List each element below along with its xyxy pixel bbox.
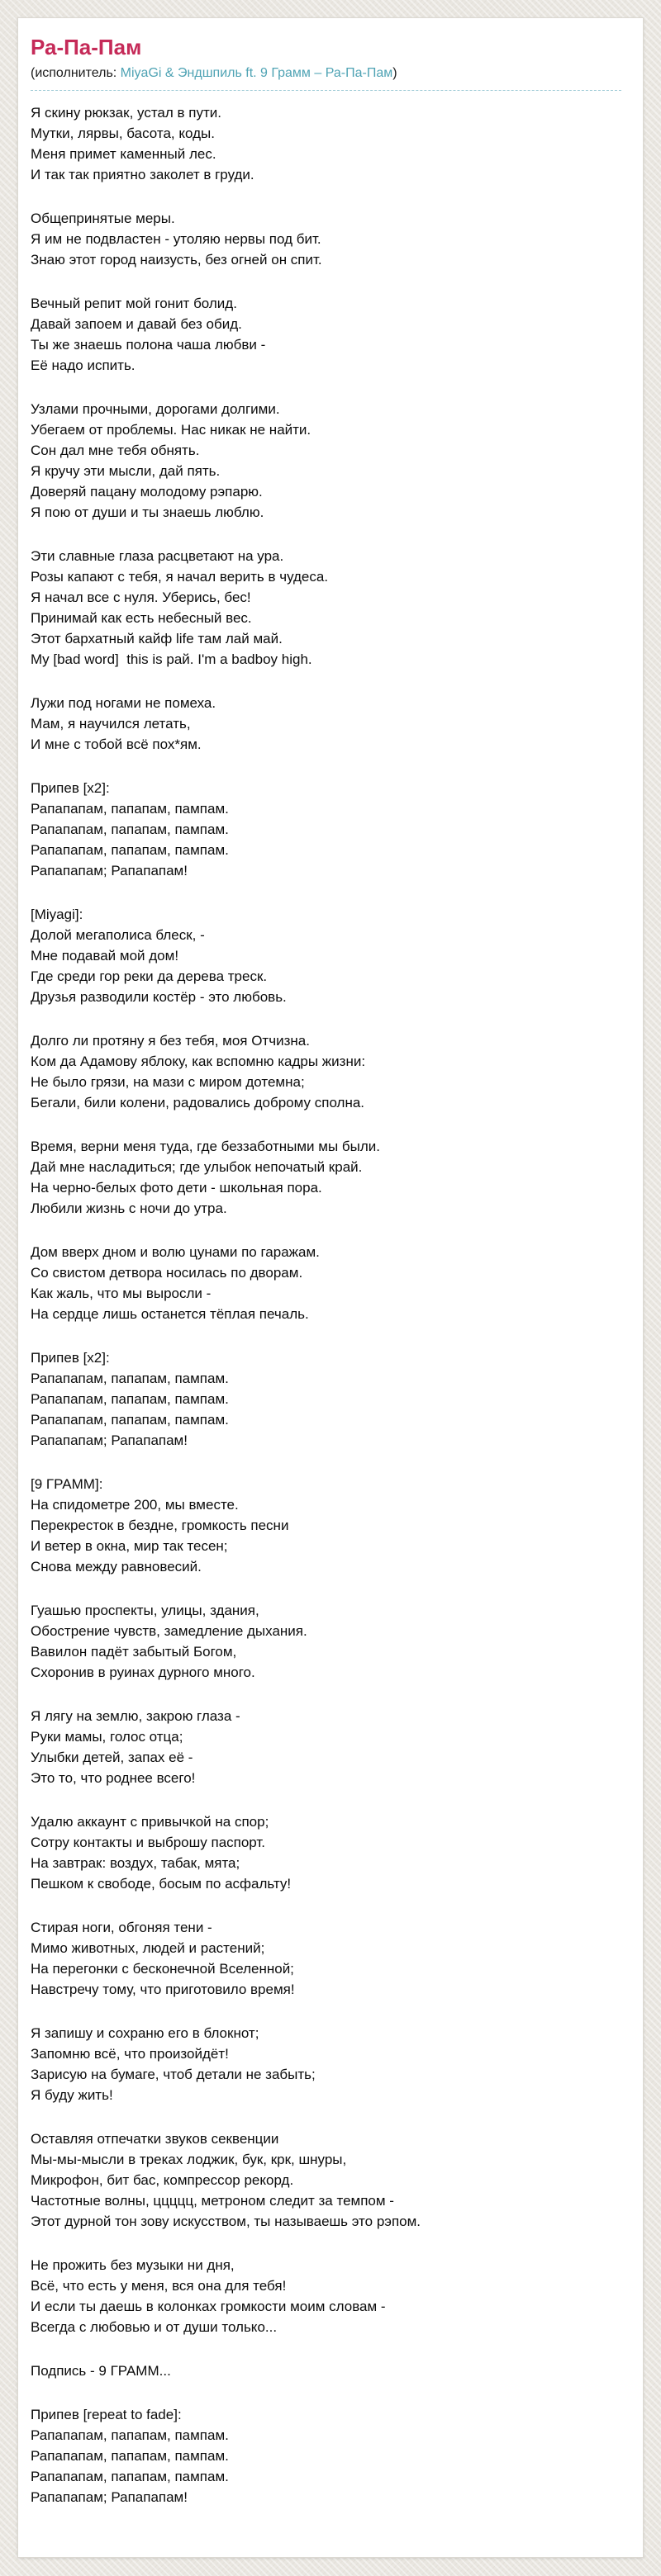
lyrics-line: Общепринятые меры. [31,211,175,226]
lyrics-line: Не было грязи, на мази с миром дотемна; [31,1074,305,1090]
lyrics-line: Меня примет каменный лес. [31,146,216,162]
stanza [31,1811,621,1894]
lyrics-line: Мне подавай мой дом! [31,948,179,964]
lyrics-line: Время, верни меня туда, где беззаботными мы были. [31,1139,380,1154]
stanza [31,1030,621,1113]
lyrics-line: Я скину рюкзак, устал в пути. [31,105,221,121]
lyrics-line: Руки мамы, голос отца; [31,1729,183,1745]
lyrics-line: Всегда с любовью и от души только... [31,2319,278,2335]
lyrics-line: [9 ГРАММ]: [31,1476,103,1492]
lyrics-line: На черно-белых фото дети - школьная пора. [31,1180,322,1196]
stanza [31,1347,621,1451]
lyrics-line: Я буду жить! [31,2087,113,2103]
lyrics-line: Вечный репит мой гонит болид. [31,296,237,311]
lyrics-line: Дай мне насладиться; где улыбок непочатый край. [31,1159,363,1175]
stanza [31,2023,621,2105]
lyrics-line: Частотные волны, ццццц, метроном следит за темпом - [31,2193,394,2209]
stanza [31,208,621,270]
artist-label-prefix: (исполнитель: [31,66,121,80]
stanza [31,1242,621,1324]
lyrics-line: Ты же знаешь полона чаша любви - [31,337,266,353]
lyrics-line: Я начал все с нуля. Уберись, бес! [31,590,251,605]
lyrics-line: Розы капают с тебя, я начал верить в чудеса. [31,569,329,585]
page-title: Ра-Па-Пам [31,35,142,59]
lyrics-line: Снова между равновесий. [31,1559,202,1574]
lyrics-line: Рапапапам, папапам, пампам. [31,1412,229,1428]
lyrics-line: На перегонки с бесконечной Вселенной; [31,1961,294,1977]
stanza [31,2404,621,2507]
stanza [31,904,621,1007]
lyrics-line: Мам, я научился летать, [31,716,191,732]
lyrics-line: Со свистом детвора носилась по дворам. [31,1265,303,1281]
lyrics-line: Любили жизнь с ночи до утра. [31,1200,227,1216]
stanza [31,102,621,185]
lyrics-line: Я лягу на землю, закрою глаза - [31,1708,240,1724]
lyrics-line: Микрофон, бит бас, компрессор рекорд. [31,2172,294,2188]
lyrics-line: Доверяй пацану молодому рэпарю. [31,484,263,500]
lyrics-line: Знаю этот город наизусть, без огней он спит. [31,252,322,268]
lyrics-line: Рапапапам, папапам, пампам. [31,2448,229,2464]
lyrics-line: Мимо животных, людей и растений; [31,1940,265,1956]
lyrics-line: Сотру контакты и выброшу паспорт. [31,1835,266,1850]
stanza [31,1136,621,1219]
lyrics-line: Перекресток в бездне, громкость песни [31,1518,289,1533]
stanza [31,1474,621,1577]
artist-label-suffix: ) [392,66,397,80]
lyrics-line: На сердце лишь останется тёплая печаль. [31,1306,309,1322]
lyrics-line: Припев [x2]: [31,1350,110,1366]
artist-link[interactable]: MiyaGi & Эндшпиль ft. 9 Грамм – Ра-Па-Пам [120,66,393,80]
stanza [31,1600,621,1683]
stanza [31,778,621,881]
lyrics-line: Мутки, лярвы, басота, коды. [31,125,215,141]
lyrics-line: Дом вверх дном и волю цунами по гаражам. [31,1244,320,1260]
lyrics-line: Рапапапам; Рапапапам! [31,863,188,878]
lyrics-line: Мы-мы-мысли в треках лоджик, бук, крк, шнуры, [31,2152,347,2167]
lyrics-line: Рапапапам, папапам, пампам. [31,1371,229,1386]
lyrics-line: Не прожить без музыки ни дня, [31,2257,235,2273]
lyrics-line: Как жаль, что мы выросли - [31,1286,212,1301]
lyrics-line: Рапапапам, папапам, пампам. [31,842,229,858]
lyrics-line: Сон дал мне тебя обнять. [31,443,200,458]
lyrics-line: Пешком к свободе, босым по асфальту! [31,1876,292,1892]
lyrics-line: Долго ли протяну я без тебя, моя Отчизна. [31,1033,310,1049]
lyrics-line: Вавилон падёт забытый Богом, [31,1644,237,1660]
lyrics-line: Навстречу тому, что приготовило время! [31,1982,295,1997]
stanza [31,2129,621,2232]
lyrics-line: Рапапапам, папапам, пампам. [31,2469,229,2484]
lyrics-line: Удалю аккаунт с привычкой на спор; [31,1814,269,1830]
lyrics-line: [Miyagi]: [31,907,83,922]
lyrics-line: Зарисую на бумаге, чтоб детали не забыть; [31,2067,316,2082]
lyrics-line: My [bad word] this is рай. I'm a badboy high. [31,651,312,667]
lyrics-line: Этот дурной тон зову искусством, ты называешь это рэпом. [31,2214,421,2229]
lyrics-line: Где среди гор реки да дерева треск. [31,968,268,984]
lyrics-line: Я запишу и сохраню его в блокнот; [31,2025,259,2041]
lyrics-line: Принимай как есть небесный вес. [31,610,252,626]
lyrics-line: На завтрак: воздух, табак, мята; [31,1855,240,1871]
lyrics-line: И ветер в окна, мир так тесен; [31,1538,228,1554]
lyrics-line: Я кручу эти мысли, дай пять. [31,463,221,479]
artist-line [31,64,621,82]
stanza [31,693,621,755]
lyrics-line: Рапапапам, папапам, пампам. [31,801,229,817]
lyrics-line: Всё, что есть у меня, вся она для тебя! [31,2278,287,2294]
lyrics-line: И если ты даешь в колонках громкости моим словам - [31,2299,386,2314]
lyrics-line: Узлами прочными, дорогами долгими. [31,401,280,417]
lyrics-line: Её надо испить. [31,358,136,373]
stanza [31,2361,621,2381]
lyrics-line: Схоронив в руинах дурного много. [31,1664,255,1680]
lyrics-line: Этот бархатный кайф life там лай май. [31,631,283,646]
lyrics-line: Рапапапам, папапам, пампам. [31,2427,229,2443]
lyrics-line: Я им не подвластен - утоляю нервы под бит. [31,231,321,247]
lyrics-line: Стирая ноги, обгоняя тени - [31,1920,212,1935]
lyrics-card [17,17,644,2558]
lyrics-line: Припев [repeat to fade]: [31,2407,182,2422]
song-header [31,18,621,91]
lyrics-line: Гуашью проспекты, улицы, здания, [31,1603,259,1618]
lyrics-line: Долой мегаполиса блеск, - [31,927,205,943]
lyrics-line: Оставляя отпечатки звуков секвенции [31,2131,279,2147]
stanza [31,399,621,523]
lyrics-line: Давай запоем и давай без обид. [31,316,242,332]
lyrics-line: Это то, что роднее всего! [31,1770,196,1786]
lyrics-line: И так так приятно заколет в груди. [31,167,254,182]
lyrics-line: Ком да Адамову яблоку, как вспомню кадры жизни: [31,1054,366,1069]
lyrics [31,91,621,2507]
stanza [31,1706,621,1788]
stanza [31,2255,621,2337]
lyrics-line: Лужи под ногами не помеха. [31,695,216,711]
stanza [31,1917,621,2000]
lyrics-line: Рапапапам, папапам, пампам. [31,822,229,837]
stanza [31,293,621,376]
lyrics-line: Эти славные глаза расцветают на ура. [31,548,284,564]
lyrics-line: На спидометре 200, мы вместе. [31,1497,239,1513]
lyrics-line: Подпись - 9 ГРАММ... [31,2363,171,2379]
lyrics-line: Рапапапам; Рапапапам! [31,1432,188,1448]
lyrics-line: Припев [x2]: [31,780,110,796]
lyrics-line: Обострение чувств, замедление дыхания. [31,1623,307,1639]
lyrics-line: Запомню всё, что произойдёт! [31,2046,229,2062]
lyrics-line: Друзья разводили костёр - это любовь. [31,989,287,1005]
lyrics-line: Рапапапам; Рапапапам! [31,2489,188,2505]
lyrics-line: Убегаем от проблемы. Нас никак не найти. [31,422,311,438]
lyrics-line: Бегали, били колени, радовались доброму сполна. [31,1095,365,1110]
lyrics-line: Улыбки детей, запах её - [31,1750,193,1765]
lyrics-line: Рапапапам, папапам, пампам. [31,1391,229,1407]
lyrics-line: Я пою от души и ты знаешь люблю. [31,504,264,520]
lyrics-line: И мне с тобой всё пох*ям. [31,736,202,752]
stanza [31,546,621,670]
